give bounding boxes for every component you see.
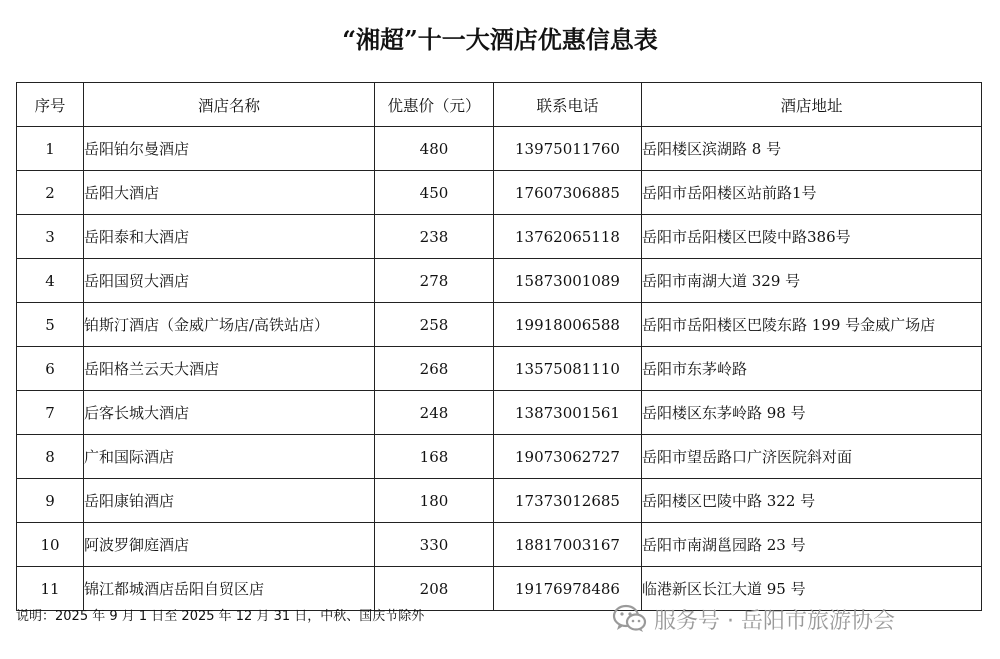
cell-hotel-name: 岳阳国贸大酒店	[84, 259, 375, 303]
cell-price: 208	[375, 567, 494, 611]
header-hotel-name: 酒店名称	[84, 83, 375, 127]
cell-phone: 13975011760	[494, 127, 642, 171]
cell-phone: 13575081110	[494, 347, 642, 391]
cell-index: 9	[17, 479, 84, 523]
cell-index: 2	[17, 171, 84, 215]
cell-phone: 19073062727	[494, 435, 642, 479]
cell-index: 7	[17, 391, 84, 435]
cell-index: 8	[17, 435, 84, 479]
header-phone: 联系电话	[494, 83, 642, 127]
cell-index: 11	[17, 567, 84, 611]
cell-hotel-name: 阿波罗御庭酒店	[84, 523, 375, 567]
table-row	[17, 259, 982, 303]
cell-address: 岳阳市岳阳楼区巴陵东路 199 号金威广场店	[642, 303, 982, 347]
cell-price: 450	[375, 171, 494, 215]
cell-phone: 15873001089	[494, 259, 642, 303]
cell-hotel-name: 岳阳铂尔曼酒店	[84, 127, 375, 171]
cell-price: 180	[375, 479, 494, 523]
cell-phone: 18817003167	[494, 523, 642, 567]
cell-hotel-name: 岳阳泰和大酒店	[84, 215, 375, 259]
cell-price: 278	[375, 259, 494, 303]
cell-hotel-name: 广和国际酒店	[84, 435, 375, 479]
cell-phone: 13762065118	[494, 215, 642, 259]
hotel-discount-table	[16, 82, 982, 611]
cell-price: 248	[375, 391, 494, 435]
cell-index: 5	[17, 303, 84, 347]
table-header-row	[17, 83, 982, 127]
table-body	[17, 127, 982, 611]
cell-phone: 13873001561	[494, 391, 642, 435]
wechat-icon	[612, 604, 648, 634]
table-row	[17, 479, 982, 523]
cell-hotel-name: 铂斯汀酒店（金威广场店/高铁站店）	[84, 303, 375, 347]
cell-price: 238	[375, 215, 494, 259]
header-price: 优惠价（元）	[375, 83, 494, 127]
cell-index: 1	[17, 127, 84, 171]
cell-hotel-name: 岳阳大酒店	[84, 171, 375, 215]
cell-index: 6	[17, 347, 84, 391]
header-index: 序号	[17, 83, 84, 127]
cell-hotel-name: 后客长城大酒店	[84, 391, 375, 435]
cell-phone: 17607306885	[494, 171, 642, 215]
cell-address: 岳阳市岳阳楼区巴陵中路386号	[642, 215, 982, 259]
cell-address: 岳阳市岳阳楼区站前路1号	[642, 171, 982, 215]
cell-hotel-name: 锦江都城酒店岳阳自贸区店	[84, 567, 375, 611]
table-row	[17, 303, 982, 347]
cell-address: 岳阳市望岳路口广济医院斜对面	[642, 435, 982, 479]
watermark	[612, 602, 895, 636]
cell-address: 岳阳楼区巴陵中路 322 号	[642, 479, 982, 523]
cell-index: 10	[17, 523, 84, 567]
cell-address: 岳阳楼区东茅岭路 98 号	[642, 391, 982, 435]
cell-hotel-name: 岳阳格兰云天大酒店	[84, 347, 375, 391]
cell-address: 临港新区长江大道 95 号	[642, 567, 982, 611]
cell-index: 3	[17, 215, 84, 259]
cell-phone: 19918006588	[494, 303, 642, 347]
cell-index: 4	[17, 259, 84, 303]
cell-price: 480	[375, 127, 494, 171]
page-title: “湘超”十一大酒店优惠信息表	[342, 25, 658, 54]
table-row	[17, 435, 982, 479]
table-row	[17, 347, 982, 391]
cell-price: 168	[375, 435, 494, 479]
cell-address: 岳阳楼区滨湖路 8 号	[642, 127, 982, 171]
cell-hotel-name: 岳阳康铂酒店	[84, 479, 375, 523]
cell-phone: 19176978486	[494, 567, 642, 611]
cell-address: 岳阳市南湖大道 329 号	[642, 259, 982, 303]
table-row	[17, 391, 982, 435]
header-address: 酒店地址	[642, 83, 982, 127]
table-row	[17, 523, 982, 567]
cell-address: 岳阳市东茅岭路	[642, 347, 982, 391]
cell-price: 330	[375, 523, 494, 567]
cell-price: 258	[375, 303, 494, 347]
watermark-text: 服务号 · 岳阳市旅游协会	[654, 608, 895, 634]
cell-phone: 17373012685	[494, 479, 642, 523]
table-row	[17, 215, 982, 259]
cell-address: 岳阳市南湖邕园路 23 号	[642, 523, 982, 567]
footnote: 说明：2025 年 9 月 1 日至 2025 年 12 月 31 日，中秋、国庆节除外	[16, 609, 425, 624]
cell-price: 268	[375, 347, 494, 391]
table-row	[17, 127, 982, 171]
table-row	[17, 171, 982, 215]
